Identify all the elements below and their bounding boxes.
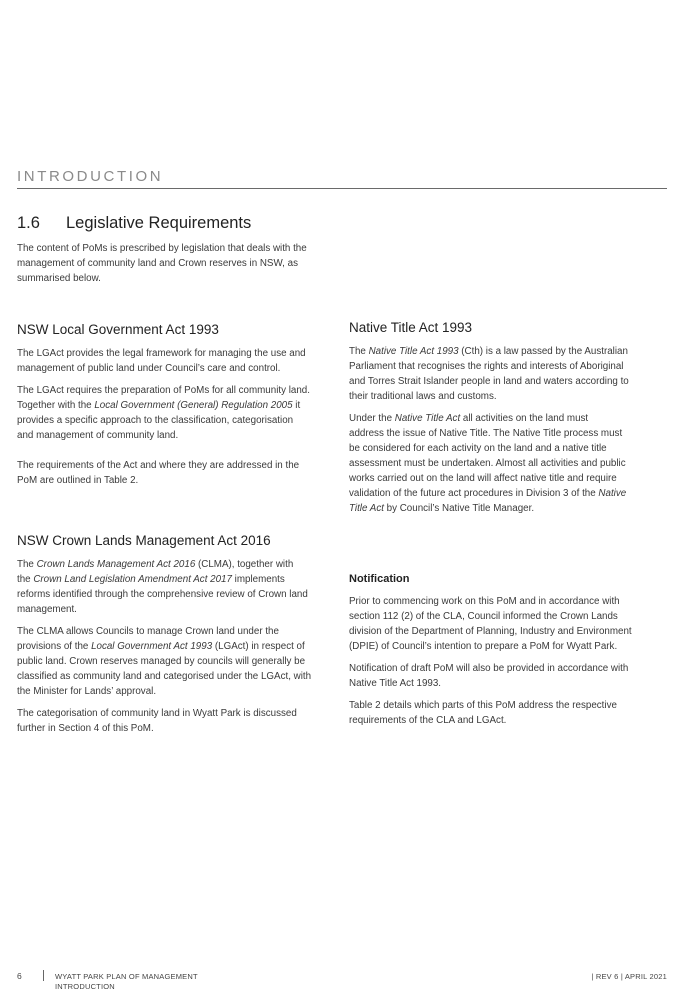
intro-line: management of community land and Crown reserves in NSW, as — [17, 258, 298, 269]
footer-divider — [43, 970, 44, 981]
lga-p1-line: The LGAct provides the legal framework for managing the use and — [17, 348, 306, 359]
crown-p1-line: The Crown Lands Management Act 2016 (CLMA), together with — [17, 559, 294, 570]
notification-p1-line: section 112 (2) of the CLA, Council informed the Crown Lands — [349, 611, 618, 622]
notification-p2-line: Native Title Act 1993. — [349, 678, 442, 689]
lga-body — [17, 346, 337, 488]
notification-p1-line: (DPIE) of Council’s intention to prepare a PoM for Wyatt Park. — [349, 641, 618, 652]
intro-line: summarised below. — [17, 273, 101, 284]
native-heading: Native Title Act 1993 — [349, 320, 473, 335]
notification-body — [349, 594, 669, 728]
native-p1-line: their traditional laws and customs. — [349, 391, 497, 402]
native-p2-line: works carried out on the land will affect native title and require — [349, 473, 617, 484]
crown-p2-line: The CLMA allows Councils to manage Crown land under the — [17, 626, 279, 637]
crown-heading: NSW Crown Lands Management Act 2016 — [17, 533, 271, 548]
crown-p1-line: the Crown Land Legislation Amendment Act 2017 implements — [17, 574, 285, 585]
section-header — [17, 168, 667, 189]
footer-doc-title: WYATT PARK PLAN OF MANAGEMENT — [55, 972, 198, 981]
crown-p2-line: the Minister for Lands’ approval. — [17, 686, 157, 697]
native-body — [349, 344, 669, 516]
crown-p3-line: The categorisation of community land in Wyatt Park is discussed — [17, 708, 297, 719]
native-p2-line: Under the Native Title Act all activities on the land must — [349, 413, 589, 424]
notification-p3-line: requirements of the CLA and LGAct. — [349, 715, 507, 726]
native-p1-line: The Native Title Act 1993 (Cth) is a law passed by the Australian — [349, 346, 628, 357]
page-number: 6 — [17, 971, 22, 981]
intro-line: The content of PoMs is prescribed by legislation that deals with the — [17, 243, 307, 254]
lga-p2-line: provides a specific approach to the classification, categorisation — [17, 415, 294, 426]
heading-number: 1.6 — [17, 214, 40, 232]
footer-doc-section: INTRODUCTION — [55, 982, 115, 991]
page-heading — [17, 214, 251, 233]
notification-p1-line: Prior to commencing work on this PoM and in accordance with — [349, 596, 620, 607]
heading-text: Legislative Requirements — [66, 214, 252, 232]
native-p2-line: validation of the future act procedures in Division 3 of the Native — [349, 488, 627, 499]
lga-p3-line: The requirements of the Act and where they are addressed in the — [17, 460, 300, 471]
lga-p1-line: management of public land under Council’s care and control. — [17, 363, 281, 374]
lga-p2-line: and management of community land. — [17, 430, 179, 441]
lga-p3-line: PoM are outlined in Table 2. — [17, 475, 139, 486]
crown-p3-line: further in Section 4 of this PoM. — [17, 723, 154, 734]
native-p2-line: be considered for each activity on the land and a native title — [349, 443, 607, 454]
crown-p2-line: provisions of the Local Government Act 1993 (LGAct) in respect of — [17, 641, 305, 652]
lga-p2-line: Together with the Local Government (General) Regulation 2005 it — [17, 400, 301, 411]
crown-p2-line: public land. Crown reserves managed by councils will generally be — [17, 656, 306, 667]
lga-p2-line: The LGAct requires the preparation of PoMs for all community land. — [17, 385, 310, 396]
lga-heading: NSW Local Government Act 1993 — [17, 322, 219, 337]
intro-paragraph — [17, 241, 347, 286]
crown-p2-line: classified as community land and categorised under the LGAct, with — [17, 671, 312, 682]
notification-heading: Notification — [349, 573, 410, 585]
native-p2-line: address the issue of Native Title. The Native Title process must — [349, 428, 623, 439]
notification-p1-line: division of the Department of Planning, Industry and Environment — [349, 626, 632, 637]
footer-revision: | REV 6 | APRIL 2021 — [591, 972, 667, 981]
native-p1-line: Parliament that recognises the rights and interests of Aboriginal — [349, 361, 624, 372]
section-title: INTRODUCTION — [17, 168, 164, 185]
crown-body — [17, 557, 337, 736]
notification-p3-line: Table 2 details which parts of this PoM address the respective — [349, 700, 617, 711]
notification-p2-line: Notification of draft PoM will also be provided in accordance with — [349, 663, 629, 674]
native-p1-line: and Torres Strait Islander people in land and waters according to — [349, 376, 629, 387]
crown-p1-line: reforms identified through the comprehensive review of Crown land — [17, 589, 308, 600]
crown-p1-line: management. — [17, 604, 77, 615]
native-p2-line: Title Act by Council’s Native Title Manager. — [349, 503, 535, 514]
native-p2-line: assessment must be undertaken. Almost all activities and public — [349, 458, 626, 469]
